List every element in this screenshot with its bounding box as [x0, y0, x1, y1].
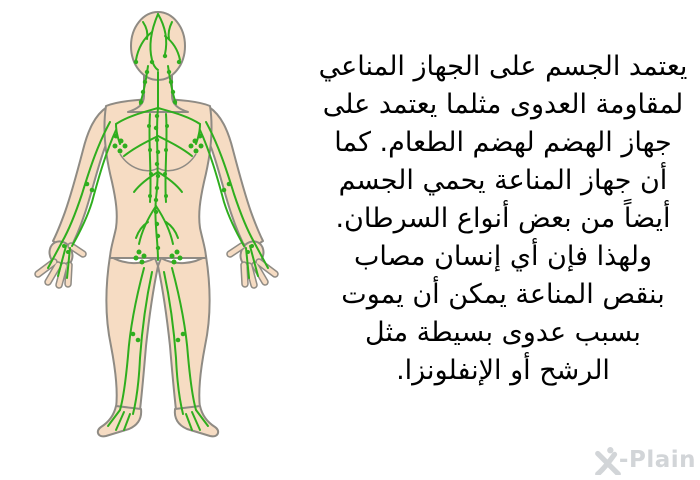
paragraph — [310, 48, 696, 390]
text-line: بنقص المناعة يمكن أن يموت — [341, 279, 665, 310]
text-line: ولهذا فإن أي إنسان مصاب — [354, 241, 652, 272]
text-line: أن جهاز المناعة يحمي الجسم — [338, 165, 668, 196]
x-plain-person-icon — [594, 445, 622, 475]
lymphatic-system-illustration — [12, 6, 304, 442]
xplain-watermark — [594, 444, 696, 476]
body-figure-svg — [12, 6, 304, 442]
text-line: أيضاً من بعض أنواع السرطان. — [335, 203, 671, 234]
watermark-text: -Plain — [618, 447, 696, 473]
text-line: جهاز الهضم لهضم الطعام. كما — [334, 127, 672, 158]
text-line: بسبب عدوى بسيطة مثل — [365, 317, 641, 348]
text-line: الرشح أو الإنفلونزا. — [396, 355, 610, 386]
text-line: لمقاومة العدوى مثلما يعتمد على — [322, 89, 684, 120]
text-line: يعتمد الجسم على الجهاز المناعي — [318, 51, 688, 82]
